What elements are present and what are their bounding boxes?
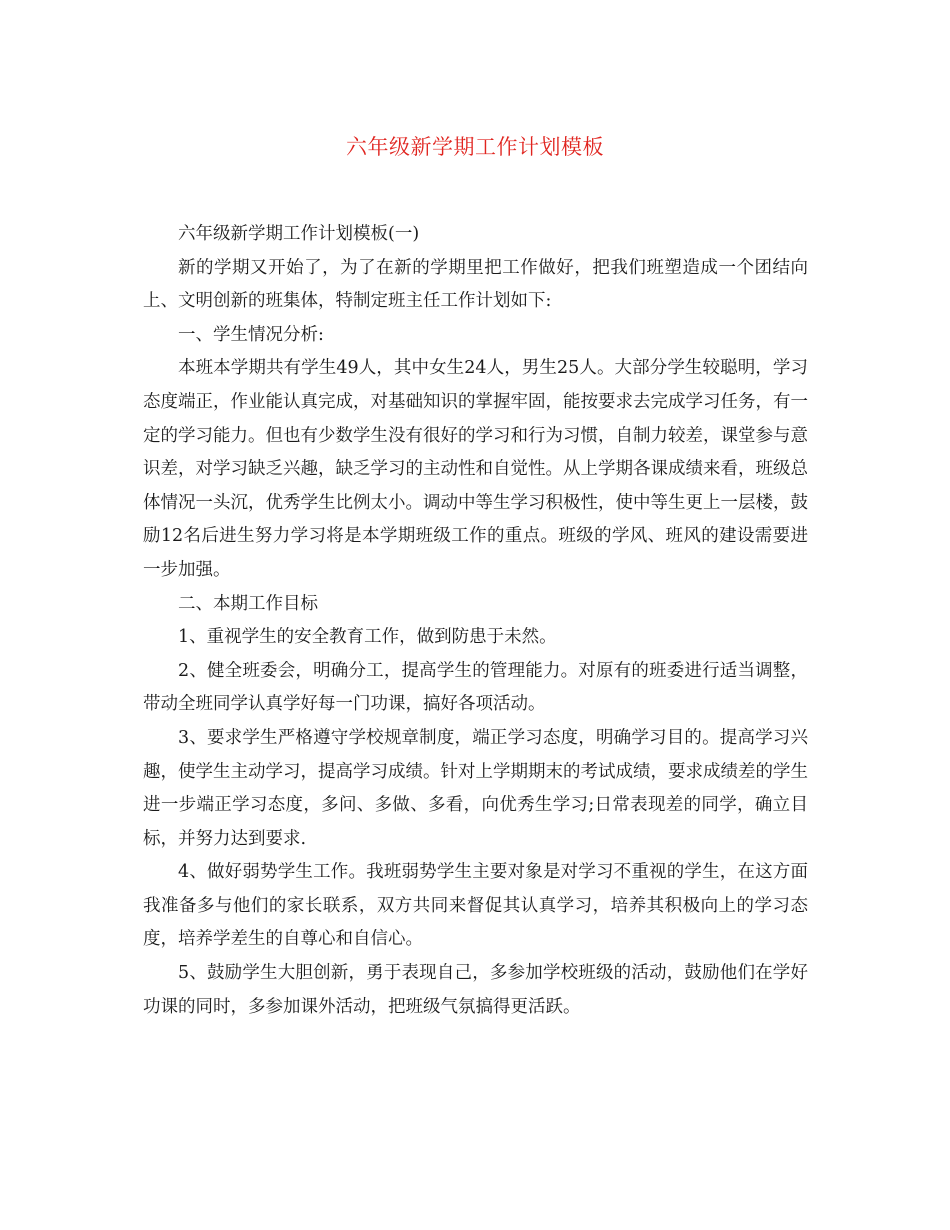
goal-item-2: 2、健全班委会，明确分工，提高学生的管理能力。对原有的班委进行适当调整，带动全班同学认真学好每一门功课，搞好各项活动。 <box>143 660 808 715</box>
student-analysis-paragraph: 本班本学期共有学生49人，其中女生24人，男生25人。大部分学生较聪明，学习态度端正，作业能认真完成，对基础知识的掌握牢固，能按要求去完成学习任务，有一定的学习能力。但也有少数学生没有很好的学习和行为习惯，自制力较差，课堂参与意识差，对学习缺乏兴趣，缺乏学习的主动性和自觉性。从上学期各课成绩来看，班级总体情况一头沉，优秀学生比例太小。调动中等生学习积极性，使中等生更上一层楼，鼓励12名后进生努力学习将是本学期班级工作的重点。班级的学风、班风的建设需要进一步加强。 <box>143 358 808 580</box>
goal-item-5: 5、鼓励学生大胆创新，勇于表现自己，多参加学校班级的活动，鼓励他们在学好功课的同时，多参加课外活动，把班级气氛搞得更活跃。 <box>143 963 808 1017</box>
section-heading-student-analysis: 一、学生情况分析: <box>178 324 324 345</box>
section-heading-work-goals: 二、本期工作目标 <box>178 593 318 614</box>
section-heading-template-one: 六年级新学期工作计划模板(一) <box>178 224 420 244</box>
document-title: 六年级新学期工作计划模板 <box>346 135 604 159</box>
intro-paragraph: 新的学期又开始了，为了在新的学期里把工作做好，把我们班塑造成一个团结向上、文明创新的班集体，特制定班主任工作计划如下: <box>143 257 808 312</box>
goal-item-1: 1、重视学生的安全教育工作，做到防患于未然。 <box>178 627 557 648</box>
goal-item-4: 4、做好弱势学生工作。我班弱势学生主要对象是对学习不重视的学生，在这方面我准备多与他们的家长联系，双方共同来督促其认真学习，培养其积极向上的学习态度，培养学差生的自尊心和自信心。 <box>143 862 808 950</box>
document-body <box>143 218 808 1024</box>
goal-item-3: 3、要求学生严格遵守学校规章制度，端正学习态度，明确学习目的。提高学习兴趣，使学生主动学习，提高学习成绩。针对上学期期末的考试成绩，要求成绩差的学生进一步端正学习态度，多问、多做、多看，向优秀生学习;日常表现差的同学，确立目标，并努力达到要求. <box>143 727 808 849</box>
